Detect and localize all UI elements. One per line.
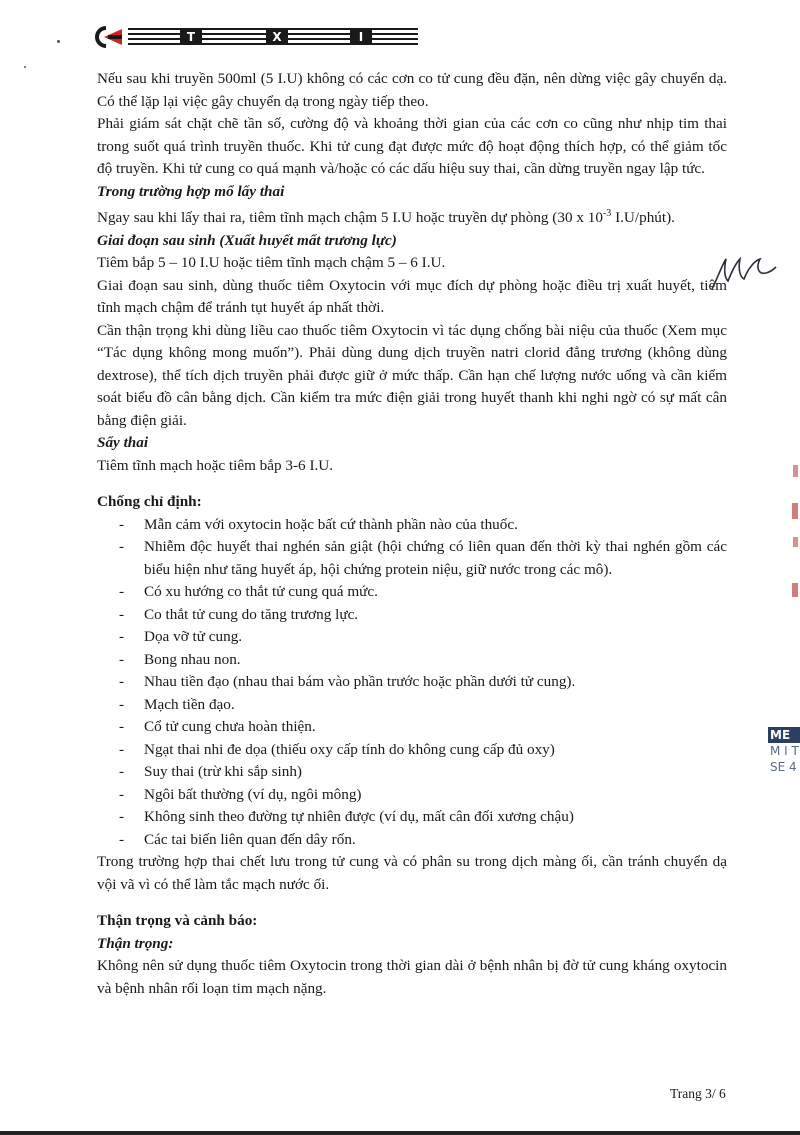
list-item: - Các tai biến liên quan đến dây rốn. [97, 829, 727, 852]
section-heading: Chống chỉ định: [97, 493, 202, 511]
stamp-line: SE 4 [770, 760, 797, 774]
paragraph: Cần thận trọng khi dùng liều cao thuốc tiêm Oxytocin vì tác dụng chống bài niệu của thuốc (Xem mục “Tác dụng không mong muốn”). Phải dùng dung dịch truyền natri clorid đẳng trương (không dùng dextrose), thể tích dịch truyền phải được giữ ở mức thấp. Cần hạn chế lượng nước uống và cần kiểm soát biểu đồ cân bằng dịch. Cần kiểm tra mức điện giải trong huyết thanh khi nghi ngờ có sự mất cân bằng điện giải. [97, 321, 727, 429]
scan-speck [24, 66, 26, 68]
list-item: - Suy thai (trừ khi sắp sinh) [97, 761, 727, 784]
list-item: - Nhiễm độc huyết thai nghén sản giật (hội chứng có liên quan đến thời kỳ thai nghén gồm các biểu hiện như tăng huyết áp, hội chứng protein niệu, giữ nước trong các mô). [97, 536, 727, 581]
stamp-line: M I T [770, 744, 799, 758]
paragraph: Nếu sau khi truyền 500ml (5 I.U) không có các cơn co tử cung đều đặn, nên dừng việc gây chuyển dạ. Có thể lặp lại việc gây chuyển dạ trong ngày tiếp theo. [97, 70, 727, 110]
section-heading: Thận trọng và cảnh báo: [97, 912, 258, 930]
logo-letter: X [266, 29, 288, 45]
list-item: - Ngôi bất thường (ví dụ, ngôi mông) [97, 784, 727, 807]
scan-edge-marks [787, 455, 800, 615]
paragraph: Trong trường hợp thai chết lưu trong tử cung và có phân su trong dịch màng ối, cần tránh chuyển dạ vội vã vì có thể làm tắc mạch nước ối. [97, 853, 727, 893]
list-item: - Nhau tiền đạo (nhau thai bám vào phần trước hoặc phần dưới tử cung). [97, 671, 727, 694]
list-item: - Dọa vỡ tử cung. [97, 626, 727, 649]
paragraph: Tiêm tĩnh mạch hoặc tiêm bắp 3-6 I.U. [97, 456, 334, 474]
partial-stamp [768, 727, 800, 775]
list-item: - Không sinh theo đường tự nhiên được (ví dụ, mất cân đối xương chậu) [97, 806, 727, 829]
list-item: - Mẫn cảm với oxytocin hoặc bất cứ thành phần nào của thuốc. [97, 514, 727, 537]
paragraph: Giai đoạn sau sinh, dùng thuốc tiêm Oxytocin với mục đích dự phòng hoặc điều trị xuất huyết, tiêm tĩnh mạch chậm để tránh tụt huyết áp nhất thời. [97, 276, 727, 317]
list-item: - Có xu hướng co thắt tử cung quá mức. [97, 581, 727, 604]
list-item: - Bong nhau non. [97, 649, 727, 672]
list-item: - Co thắt tử cung do tăng trương lực. [97, 604, 727, 627]
section-heading: Thận trọng: [97, 934, 174, 952]
logo-letter: T [180, 29, 202, 45]
contraindication-list [97, 514, 727, 852]
logo-letter: I [350, 29, 372, 45]
section-heading: Giai đoạn sau sinh (Xuất huyết mất trương lực) [97, 231, 397, 249]
scan-speck [57, 40, 60, 43]
signature-mark [708, 253, 778, 298]
list-item: - Ngạt thai nhi đe dọa (thiếu oxy cấp tính do không cung cấp đủ oxy) [97, 739, 727, 762]
stamp-line: ME [768, 727, 800, 743]
page-number: Trang 3/ 6 [670, 1086, 726, 1101]
section-heading: Sẩy thai [97, 434, 149, 452]
dose-text: Ngay sau khi lấy thai ra, tiêm tĩnh mạch chậm 5 I.U hoặc truyền dự phòng (30 x 10 [97, 209, 603, 227]
document-body [97, 68, 727, 1000]
list-item: - Cổ tử cung chưa hoàn thiện. [97, 716, 727, 739]
logo-wordmark [128, 24, 418, 50]
scan-bottom-edge [0, 1131, 800, 1135]
exponent: -3 [602, 208, 612, 219]
list-item: - Mạch tiền đạo. [97, 694, 727, 717]
paragraph [97, 203, 727, 230]
paragraph: Không nên sử dụng thuốc tiêm Oxytocin trong thời gian dài ở bệnh nhân bị đờ tử cung kháng oxytocin và bệnh nhân rối loạn tim mạch nặng. [97, 957, 727, 997]
dose-unit-text: I.U/phút). [611, 209, 675, 227]
logo-mark-icon [86, 24, 124, 50]
section-heading: Trong trường hợp mổ lấy thai [97, 182, 285, 200]
paragraph: Tiêm bắp 5 – 10 I.U hoặc tiêm tĩnh mạch chậm 5 – 6 I.U. [97, 254, 446, 272]
company-logo [86, 24, 418, 50]
paragraph: Phải giám sát chặt chẽ tần số, cường độ và khoảng thời gian của các cơn co cũng như nhịp tim thai trong suốt quá trình truyền thuốc. Khi tử cung đạt được mức độ hoạt động thích hợp, có thể giảm tốc độ truyền. Khi tử cung co quá mạnh và/hoặc có các dấu hiệu suy thai, cần dừng truyền ngay lập tức. [97, 115, 727, 177]
